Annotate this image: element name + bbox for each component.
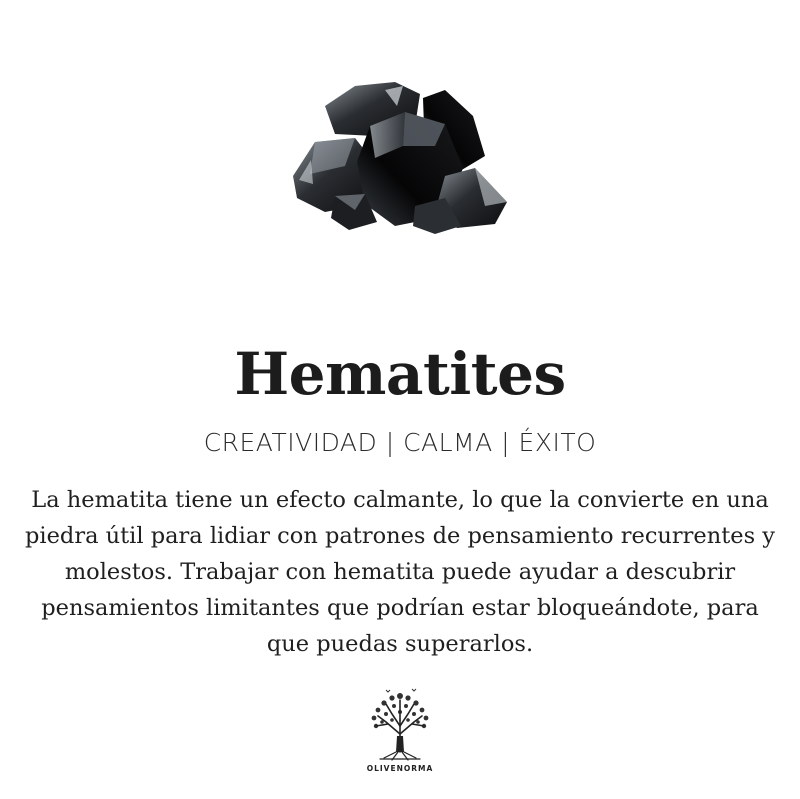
page-title: Hematites — [234, 340, 566, 408]
tree-icon — [364, 686, 436, 762]
brand-name: OLIVENORMA — [366, 764, 434, 773]
stone-description: La hematita tiene un efecto calmante, lo que la convierte en una piedra útil para lidiar con patrones de pensamiento recurrentes y molestos. Trabajar con hematita puede ayudar a descubrir pensamientos limitantes que podrían estar bloqueándote, para que puedas superarlos. — [25, 487, 775, 657]
hematite-stone-image — [285, 76, 517, 236]
brand-logo — [360, 686, 440, 786]
properties-tagline: CREATIVIDAD | CALMA | ÉXITO — [203, 428, 597, 457]
